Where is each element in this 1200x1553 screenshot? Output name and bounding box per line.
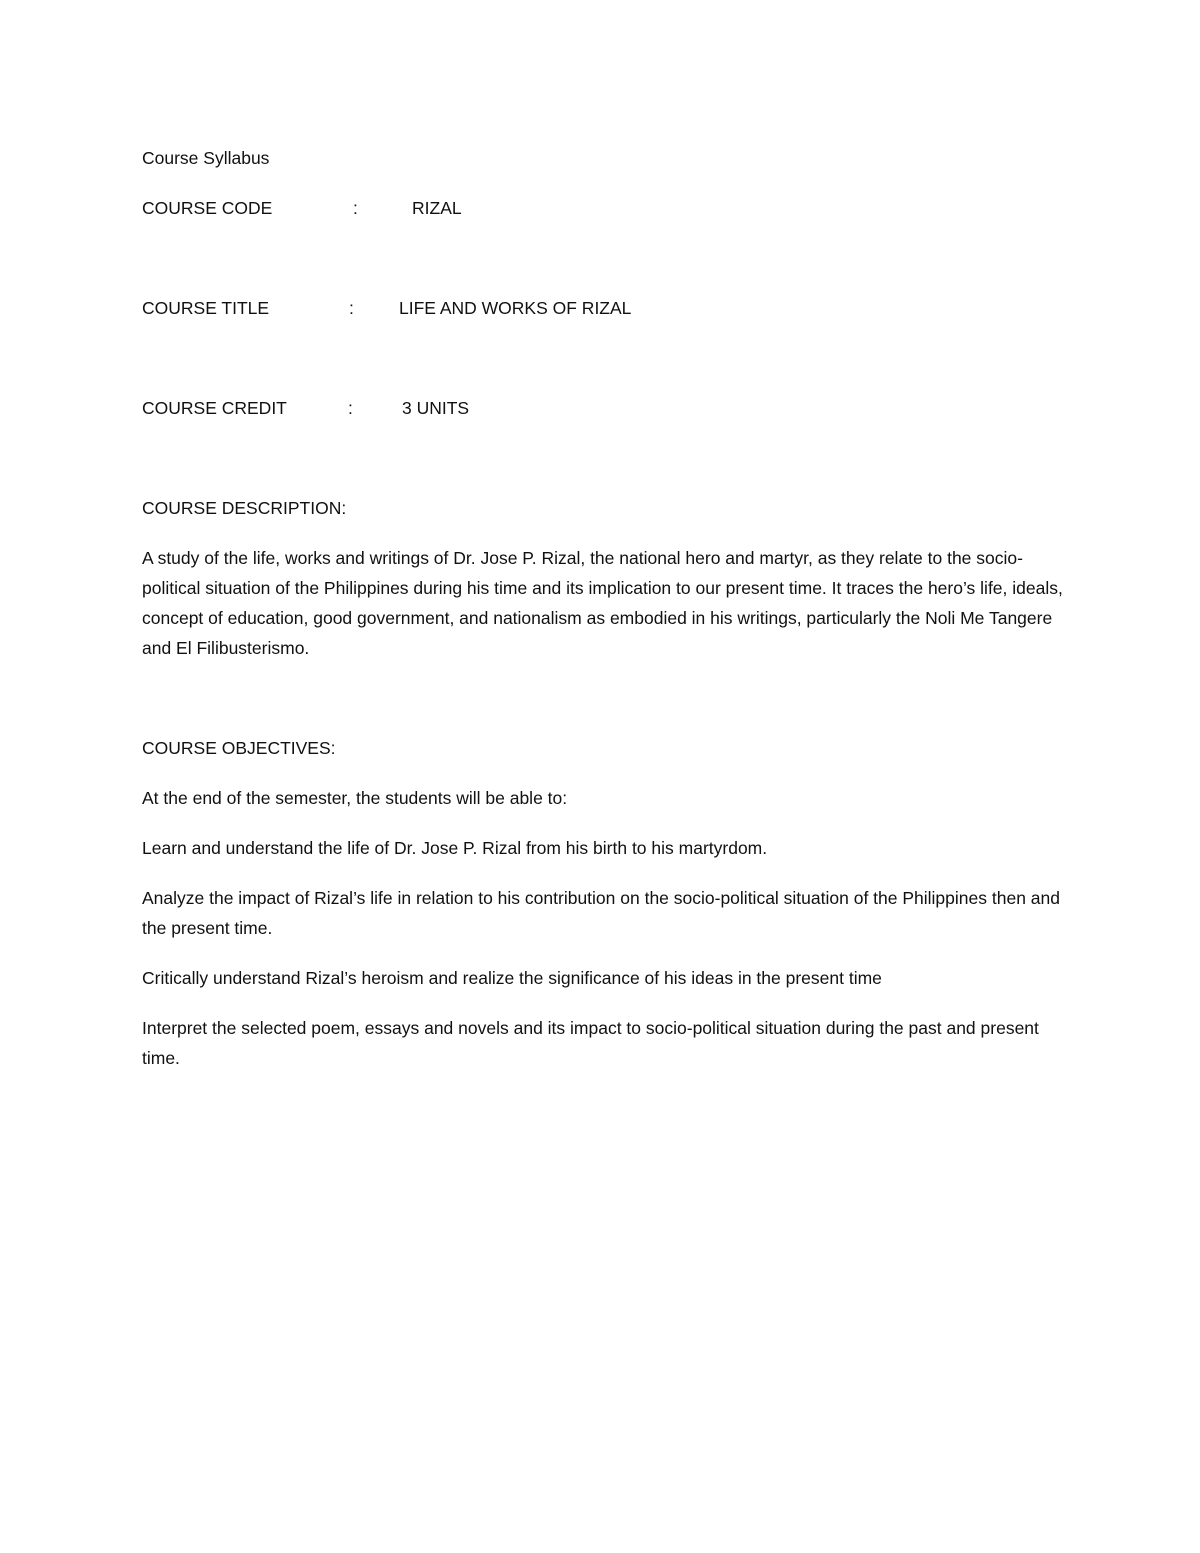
objective-item: Critically understand Rizal’s heroism and realize the significance of his ideas in the present time	[142, 968, 882, 988]
objective-item: Analyze the impact of Rizal’s life in relation to his contribution on the socio-political situation of the Philippines then and the present time.	[142, 888, 1060, 938]
description-paragraph: A study of the life, works and writings of Dr. Jose P. Rizal, the national hero and martyr, as they relate to the socio-political situation of the Philippines during his time and its implication to our present time. It traces the hero’s life, ideals, concept of education, good government, and nationalism as embodied in his writings, particularly the Noli Me Tangere and El Filibusterismo.	[142, 548, 1063, 658]
objective-item: Learn and understand the life of Dr. Jose P. Rizal from his birth to his martyrdom.	[142, 838, 768, 858]
course-code-field	[142, 193, 1072, 223]
course-code-separator: :	[353, 198, 358, 218]
objectives-intro: At the end of the semester, the students will be able to:	[142, 788, 568, 808]
course-code-value: RIZAL	[412, 198, 462, 218]
course-credit-field	[142, 393, 1072, 423]
course-title-field	[142, 293, 1072, 323]
course-credit-separator: :	[348, 398, 353, 418]
course-credit-label: COURSE CREDIT	[142, 398, 287, 418]
course-title-label: COURSE TITLE	[142, 298, 270, 318]
course-title-value: LIFE AND WORKS OF RIZAL	[399, 298, 632, 318]
document-body	[142, 143, 1072, 1093]
course-title-separator: :	[349, 298, 354, 318]
course-code-label: COURSE CODE	[142, 198, 273, 218]
objectives-heading: COURSE OBJECTIVES:	[142, 738, 336, 758]
description-heading: COURSE DESCRIPTION:	[142, 498, 347, 518]
document-title: Course Syllabus	[142, 148, 270, 168]
course-credit-value: 3 UNITS	[402, 398, 470, 418]
objective-item: Interpret the selected poem, essays and novels and its impact to socio-political situation during the past and present time.	[142, 1018, 1039, 1068]
